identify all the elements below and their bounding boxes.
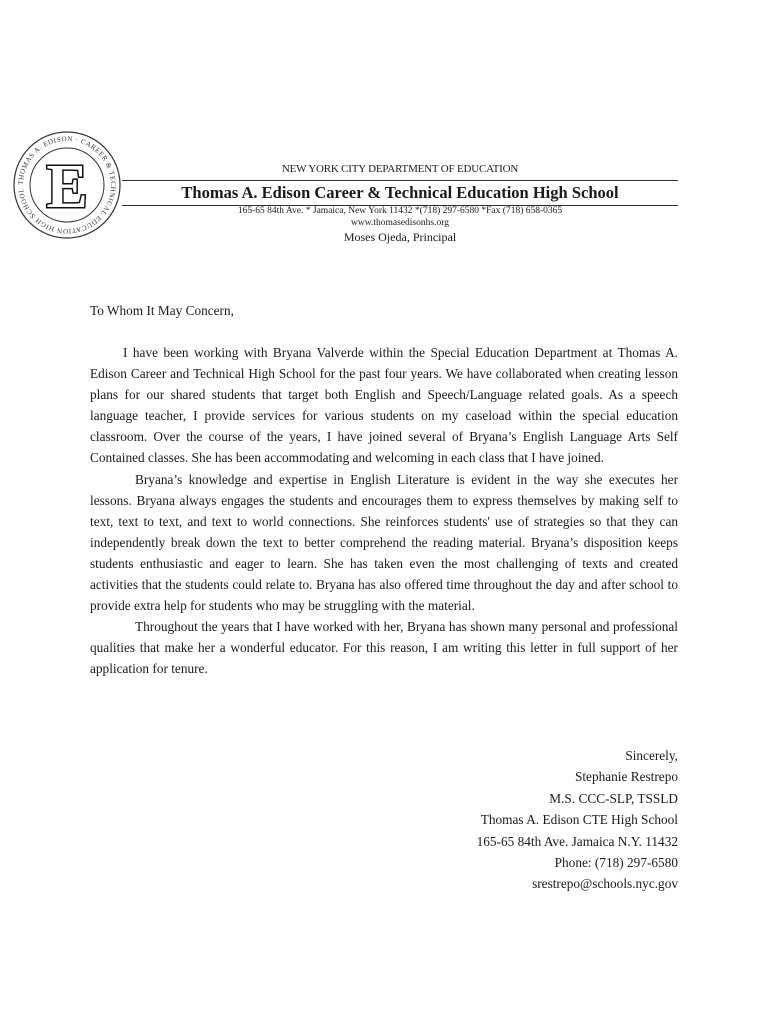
closing: Sincerely, [625, 748, 678, 763]
signature-block [477, 745, 678, 895]
school-website: www.thomasedisonhs.org [351, 218, 449, 228]
department-name: NEW YORK CITY DEPARTMENT OF EDUCATION [281, 163, 519, 175]
signer-email: srestrepo@schools.nyc.gov [532, 876, 678, 892]
paragraph-2: Bryana’s knowledge and expertise in English Literature is evident in the way she executes her lessons. Bryana always engages the students and encourages them to express themselves by making self to text, text to text, and text to world connections. She reinforces students' use of strategies so that they can independently break down the text to better comprehend the reading material. Bryana’s disposition keeps students enthusiastic and eager to learn. She has taken even the most challenging of texts and created activities that the students could relate to. Bryana has also offered time throughout the day and after school to provide extra help for students who may be struggling with the material. [90, 471, 678, 614]
seal-letter: E [46, 153, 88, 221]
signer-address: 165-65 84th Ave. Jamaica N.Y. 11432 [476, 833, 678, 849]
school-seal-logo [12, 130, 122, 240]
header-rule-top [122, 180, 678, 181]
paragraph-3: Throughout the years that I have worked with her, Bryana has shown many personal and professional qualities that make her a wonderful educator. For this reason, I am writing this letter in full support of her application for tenure. [90, 619, 678, 677]
seal-ring-text: THOMAS A. EDISON · CAREER & TECHNICAL EDUCATION HIGH SCHOOL [16, 134, 118, 236]
principal-name: Moses Ojeda, Principal [343, 230, 457, 244]
signer-name: Stephanie Restrepo [574, 769, 678, 785]
school-name: Thomas A. Edison Career & Technical Education High School [181, 183, 619, 202]
signer-phone: Phone: (718) 297-6580 [554, 855, 678, 871]
salutation: To Whom It May Concern, [90, 303, 234, 318]
paragraph-1: I have been working with Bryana Valverde within the Special Education Department at Thomas A. Edison Career and Technical High School for the past four years. We have collaborated when creating lesson plans for our shared students that target both English and Speech/Language related goals. As a speech language teacher, I provide services for various students on my caseload within the special education classroom. Over the course of the years, I have joined several of Bryana’s English Language Arts Self Contained classes. She has been accommodating and welcoming in each class that I have joined. [90, 345, 678, 466]
signer-credentials: M.S. CCC-SLP, TSSLD [549, 790, 678, 806]
school-address: 165-65 84th Ave. * Jamaica, New York 11432 *(718) 297-6580 *Fax (718) 658-0365 [237, 206, 563, 216]
signer-school: Thomas A. Edison CTE High School [480, 812, 678, 828]
letter-body [90, 342, 678, 680]
